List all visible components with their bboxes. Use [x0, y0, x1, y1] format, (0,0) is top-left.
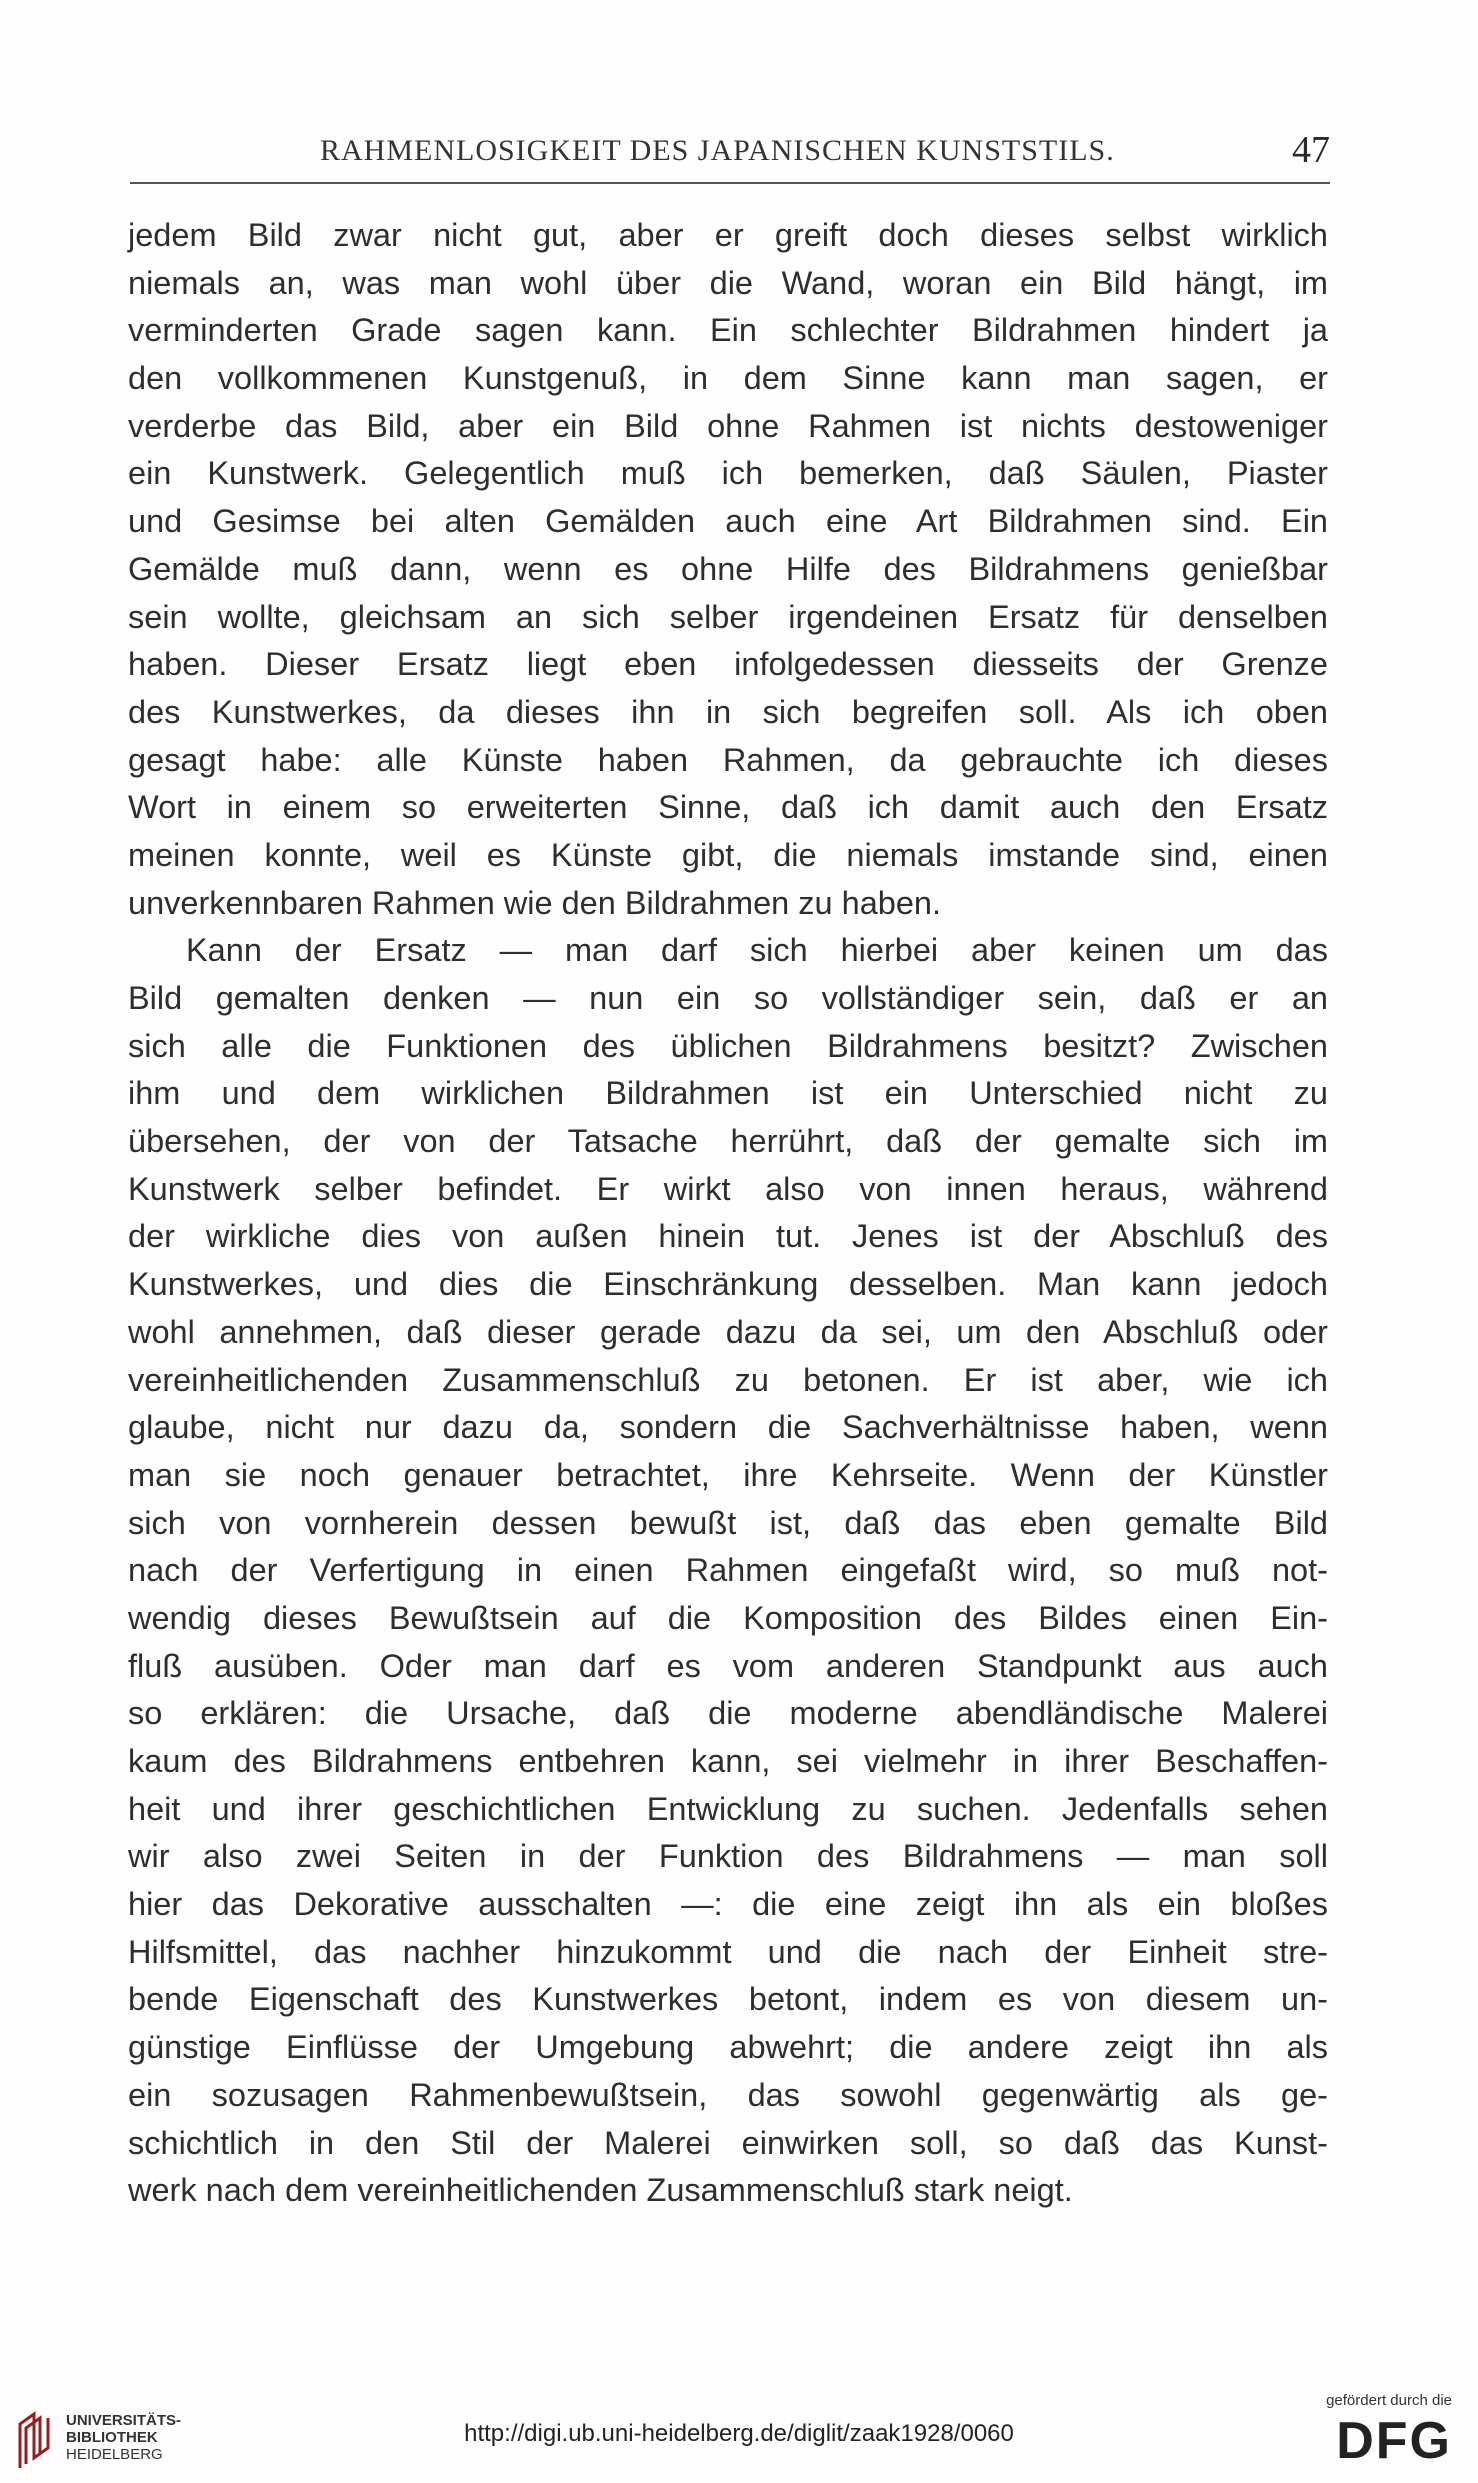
text-line: wir also zwei Seiten in der Funktion des Bildrahmens — man soll	[128, 1838, 1328, 1875]
text-line: fluß ausüben. Oder man darf es vom anderen Standpunkt aus auch	[128, 1647, 1328, 1684]
running-title: RAHMENLOSIGKEIT DES JAPANISCHEN KUNSTSTILS.	[320, 134, 1115, 167]
text-line: man sie noch genauer betrachtet, ihre Kehrseite. Wenn der Künstler	[128, 1456, 1328, 1493]
page-header	[130, 128, 1330, 180]
paragraph-2	[128, 927, 1328, 2215]
text-line: glaube, nicht nur dazu da, sondern die Sachverhältnisse haben, wenn	[128, 1409, 1328, 1446]
text-line: bende Eigenschaft des Kunstwerkes betont, indem es von diesem un-	[128, 1981, 1328, 2018]
text-line: hier das Dekorative ausschalten —: die eine zeigt ihn als ein bloßes	[128, 1886, 1328, 1923]
text-line: sich alle die Funktionen des üblichen Bildrahmens besitzt? Zwischen	[128, 1027, 1328, 1064]
text-line: Gemälde muß dann, wenn es ohne Hilfe des Bildrahmens genießbar	[128, 550, 1328, 587]
text-line: wendig dieses Bewußtsein auf die Komposition des Bildes einen Ein-	[128, 1599, 1328, 1636]
text-line: gesagt habe: alle Künste haben Rahmen, da gebrauchte ich dieses	[128, 741, 1328, 778]
viewer-footer	[0, 2380, 1478, 2483]
text-line: verderbe das Bild, aber ein Bild ohne Rahmen ist nichts destoweniger	[128, 407, 1328, 444]
text-line: Wort in einem so erweiterten Sinne, daß ich damit auch den Ersatz	[128, 789, 1328, 826]
text-line: heit und ihrer geschichtlichen Entwicklung zu suchen. Jedenfalls sehen	[128, 1790, 1328, 1827]
text-line: schichtlich in den Stil der Malerei einwirken soll, so daß das Kunst-	[128, 2124, 1328, 2161]
page-number: 47	[1292, 129, 1330, 171]
text-line: nach der Verfertigung in einen Rahmen eingefaßt wird, so muß not-	[128, 1552, 1328, 1589]
header-rule	[130, 182, 1330, 184]
text-line: niemals an, was man wohl über die Wand, woran ein Bild hängt, im	[128, 264, 1328, 301]
source-url-link[interactable]: http://digi.ub.uni-heidelberg.de/diglit/zaak1928/0060	[464, 2420, 1014, 2447]
funder-credit	[1302, 2392, 1452, 2470]
text-line: wohl annehmen, daß dieser gerade dazu da sei, um den Abschluß oder	[128, 1313, 1328, 1350]
text-line: Hilfsmittel, das nachher hinzukommt und die nach der Einheit stre-	[128, 1933, 1328, 1970]
text-line: werk nach dem vereinheitlichenden Zusammenschluß stark neigt.	[128, 2172, 1073, 2209]
funder-note: gefördert durch die	[1326, 2392, 1452, 2409]
text-line: meinen konnte, weil es Künste gibt, die niemals imstande sind, einen	[128, 836, 1328, 873]
text-line: ein Kunstwerk. Gelegentlich muß ich bemerken, daß Säulen, Piaster	[128, 455, 1328, 492]
text-line: vereinheitlichenden Zusammenschluß zu betonen. Er ist aber, wie ich	[128, 1361, 1328, 1398]
text-line: übersehen, der von der Tatsache herrührt, daß der gemalte sich im	[128, 1123, 1328, 1160]
text-line: Bild gemalten denken — nun ein so vollständiger sein, daß er an	[128, 980, 1328, 1016]
library-name-line: BIBLIOTHEK	[66, 2429, 158, 2446]
text-line: jedem Bild zwar nicht gut, aber er greift doch dieses selbst wirklich	[128, 217, 1328, 253]
text-line: haben. Dieser Ersatz liegt eben infolgedessen diesseits der Grenze	[128, 646, 1328, 683]
text-line: Kann der Ersatz — man darf sich hierbei aber keinen um das	[186, 932, 1328, 969]
text-line: den vollkommenen Kunstgenuß, in dem Sinne kann man sagen, er	[128, 360, 1328, 397]
text-line: sein wollte, gleichsam an sich selber irgendeinen Ersatz für denselben	[128, 598, 1328, 635]
dfg-logo: DFG	[1336, 2412, 1452, 2470]
library-name-line: UNIVERSITÄTS-	[66, 2412, 182, 2429]
text-line: und Gesimse bei alten Gemälden auch eine Art Bildrahmen sind. Ein	[128, 503, 1328, 540]
body-text	[128, 212, 1328, 2215]
text-line: günstige Einflüsse der Umgebung abwehrt; die andere zeigt ihn als	[128, 2029, 1328, 2066]
text-line: unverkennbaren Rahmen wie den Bildrahmen zu haben.	[128, 884, 942, 921]
library-name-line: HEIDELBERG	[66, 2446, 163, 2463]
text-line: der wirkliche dies von außen hinein tut. Jenes ist der Abschluß des	[128, 1218, 1328, 1255]
text-line: sich von vornherein dessen bewußt ist, daß das eben gemalte Bild	[128, 1504, 1328, 1541]
text-line: kaum des Bildrahmens entbehren kann, sei vielmehr in ihrer Beschaffen-	[128, 1743, 1328, 1779]
text-line: Kunstwerk selber befindet. Er wirkt also von innen heraus, während	[128, 1170, 1328, 1207]
paragraph-1	[128, 212, 1328, 927]
text-line: Kunstwerkes, und dies die Einschränkung desselben. Man kann jedoch	[128, 1266, 1328, 1303]
text-line: verminderten Grade sagen kann. Ein schlechter Bildrahmen hindert ja	[128, 312, 1328, 349]
text-line: des Kunstwerkes, da dieses ihn in sich begreifen soll. Als ich oben	[128, 693, 1328, 730]
text-line: so erklären: die Ursache, daß die moderne abendländische Malerei	[128, 1695, 1328, 1732]
text-line: ihm und dem wirklichen Bildrahmen ist ein Unterschied nicht zu	[128, 1075, 1328, 1112]
text-line: ein sozusagen Rahmenbewußtsein, das sowohl gegenwärtig als ge-	[128, 2076, 1328, 2113]
